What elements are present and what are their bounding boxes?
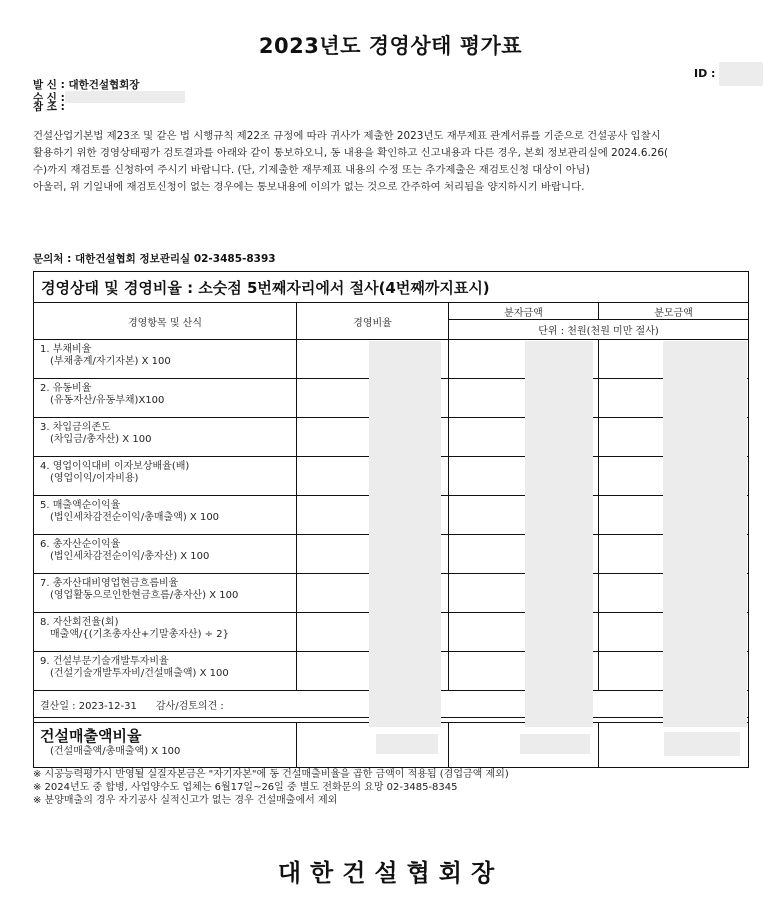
- recipient-redacted: [65, 91, 185, 103]
- sender-to: 수 신 :: [33, 92, 65, 104]
- sales-title: 건설매출액비율: [40, 727, 142, 745]
- row-formula: (차입금/총자산) X 100: [50, 434, 152, 445]
- ratio-values-redacted: [369, 341, 441, 727]
- document-title: 2023년도 경영상태 평가표: [258, 34, 523, 58]
- sales-row: [34, 723, 749, 768]
- note-line: ※ 시공능력평가시 반영될 실질자본금은 "자기자본"에 동 건설매출비율을 곱한 금액이 적용됨 (겸업금액 제외): [33, 769, 509, 780]
- row-item-cell: [34, 535, 297, 574]
- intro-line: 건설산업기본법 제23조 및 같은 법 시행규칙 제22조 규정에 따라 귀사가 제출한 2023년도 재무제표 관계서류를 기준으로 건설공사 입찰시: [33, 130, 661, 142]
- sender-block: [33, 80, 185, 113]
- notes: [33, 768, 509, 807]
- contact-info: 문의처 : 대한건설협회 정보관리실 02-3485-8393: [33, 253, 276, 265]
- issuer-signature: 대한건설협회장: [277, 859, 504, 887]
- row-item-cell: [34, 379, 297, 418]
- row-formula: (법인세차감전순이익/총매출액) X 100: [50, 512, 220, 523]
- row-name: 9. 건설부문기술개발투자비율: [40, 656, 169, 667]
- row-item-cell: [34, 652, 297, 691]
- id-field: [694, 62, 763, 86]
- row-name: 6. 총자산순이익율: [40, 539, 121, 550]
- table-row: [34, 340, 749, 379]
- row-item-cell: [34, 613, 297, 652]
- row-formula: (건설기술개발투자비/건설매출액) X 100: [50, 668, 229, 679]
- row-name: 5. 매출액순이익율: [40, 500, 121, 511]
- row-name: 2. 유동비율: [40, 383, 92, 394]
- row-formula: (법인세차감전순이익/총자산) X 100: [50, 551, 210, 562]
- intro-text: [33, 128, 753, 196]
- table-heading: 경영상태 및 경영비율 : 소숫점 5번째자리에서 절사(4번째까지표시): [34, 272, 749, 303]
- sales-ratio-cell: [297, 723, 449, 768]
- settlement-info: 결산일 : 2023-12-31 감사/검토의견 :: [34, 691, 749, 718]
- sales-formula: (건설매출액/총매출액) X 100: [50, 746, 181, 757]
- row-formula: (영업활동으로인한현금흐름/총자산) X 100: [50, 590, 239, 601]
- row-formula: 매출액/{(기초총자산+기말총자산) ÷ 2}: [50, 629, 229, 640]
- denominator-value-cell: [599, 340, 749, 379]
- sales-denominator-cell: [599, 723, 749, 768]
- row-item-cell: [34, 496, 297, 535]
- intro-line: 활용하기 위한 경영상태평가 검토결과를 아래와 같이 통보하오니, 동 내용을 확인하고 신고내용과 다른 경우, 본회 정보관리실에 2024.6.26(: [33, 147, 669, 159]
- row-item-cell: [34, 574, 297, 613]
- numerator-values-redacted: [525, 341, 593, 727]
- row-name: 7. 총자산대비영업현금흐름비율: [40, 578, 179, 589]
- numerator-value-cell: [449, 340, 599, 379]
- id-redacted: [719, 62, 763, 86]
- sales-numerator-cell: [449, 723, 599, 768]
- col-item-header: 경영항목 및 산식: [34, 303, 297, 340]
- row-name: 8. 자산회전율(회): [40, 617, 119, 628]
- sales-denominator-redacted: [664, 732, 740, 756]
- intro-line: 수)까지 재검토를 신청하여 주시기 바랍니다. (단, 기제출한 재무제표 내용의 수정 또는 추가제출은 재검토신청 대상이 아님): [33, 164, 590, 176]
- sender-from: 발 신 : 대한건설협회장: [33, 79, 140, 91]
- note-line: ※ 분양매출의 경우 자기공사 실적신고가 없는 경우 건설매출에서 제외: [33, 795, 338, 806]
- note-line: ※ 2024년도 중 합병, 사업양수도 업체는 6월17일~26일 중 별도 전화문의 요망 02-3485-8345: [33, 782, 458, 793]
- col-ratio-header: 경영비율: [297, 303, 449, 340]
- intro-line: 아울러, 위 기일내에 재검토신청이 없는 경우에는 통보내용에 이의가 없는 것으로 간주하여 처리됨을 양지하시기 바랍니다.: [33, 181, 585, 193]
- row-formula: (유동자산/유동부채)X100: [50, 395, 165, 406]
- row-name: 1. 부채비율: [40, 344, 92, 355]
- row-name: 4. 영업이익대비 이자보상배율(배): [40, 461, 190, 472]
- row-item-cell: [34, 457, 297, 496]
- denominator-values-redacted: [663, 341, 747, 727]
- col-denominator-header: 분모금액: [599, 303, 749, 320]
- ratio-value-cell: [297, 340, 449, 379]
- sales-ratio-redacted: [376, 734, 438, 754]
- col-numerator-header: 분자금액: [449, 303, 599, 320]
- sales-numerator-redacted: [520, 734, 590, 754]
- row-name: 3. 차입금의존도: [40, 422, 111, 433]
- row-item-cell: [34, 418, 297, 457]
- unit-note: 단위 : 천원(천원 미만 절사): [449, 320, 749, 340]
- id-label: ID :: [694, 67, 716, 80]
- evaluation-table: [33, 271, 749, 768]
- row-formula: (영업이익/이자비용): [50, 473, 139, 484]
- sender-ref: 참 조 :: [33, 101, 65, 113]
- row-formula: (부채총계/자기자본) X 100: [50, 356, 171, 367]
- row-item-cell: [34, 340, 297, 379]
- sales-item-cell: [34, 723, 297, 768]
